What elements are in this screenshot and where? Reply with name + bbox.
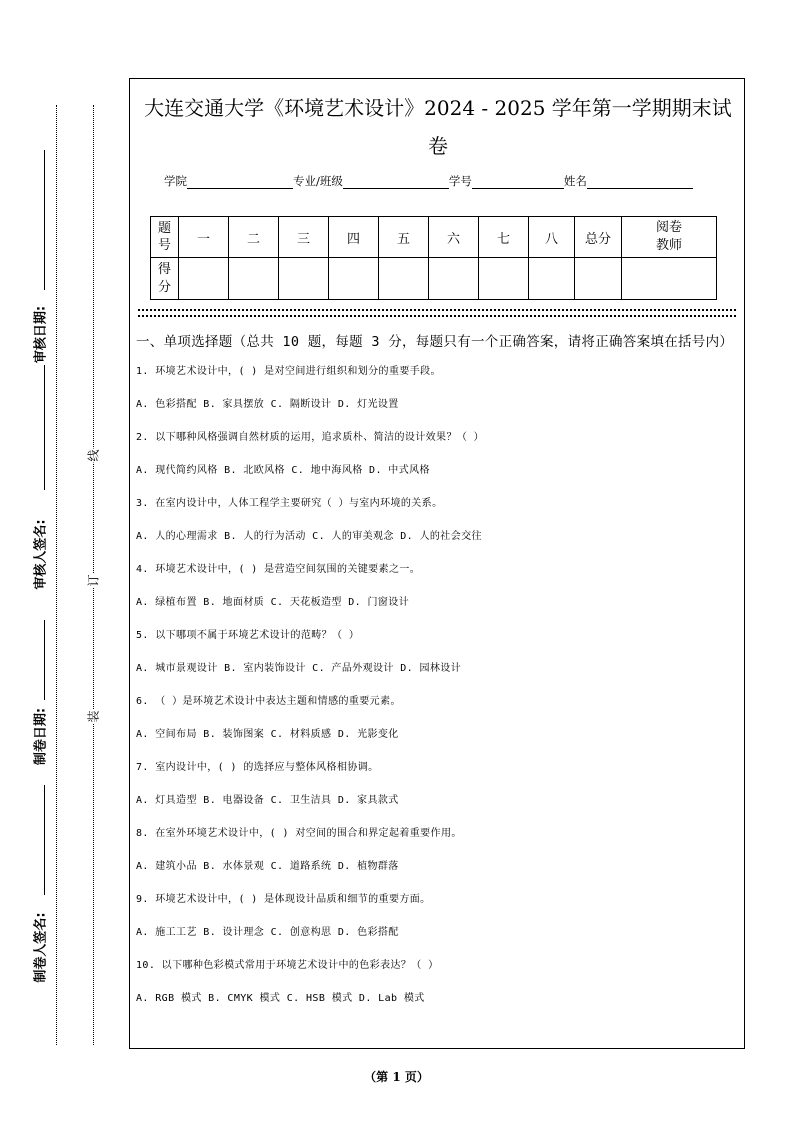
score-col-header: 三 (279, 217, 329, 258)
review-date-line (44, 150, 45, 290)
score-cell[interactable] (229, 258, 279, 300)
question-text: 8. 在室外环境艺术设计中，( ) 对空间的围合和界定起着重要作用。 (136, 828, 462, 839)
field-college-blank[interactable] (187, 174, 293, 189)
page-number: （第 1 页） (364, 1070, 429, 1084)
score-col-header: 五 (379, 217, 429, 258)
question-options: A. 绿植布置 B. 地面材质 C. 天花板造型 D. 门窗设计 (136, 597, 410, 608)
score-cell[interactable] (479, 258, 529, 300)
question-options: A. 城市景观设计 B. 室内装饰设计 C. 产品外观设计 D. 园林设计 (136, 663, 462, 674)
question-area (136, 331, 740, 1022)
question-options: A. 人的心理需求 B. 人的行为活动 C. 人的审美观念 D. 人的社会交往 (136, 531, 482, 542)
score-col-header: 四 (329, 217, 379, 258)
question-options: A. 施工工艺 B. 设计理念 C. 创意构思 D. 色彩搭配 (136, 927, 399, 938)
left-dotted-rule (56, 105, 57, 1045)
score-col-total-header: 总分 (575, 217, 622, 258)
score-cell[interactable] (279, 258, 329, 300)
score-row-header-label: 题 号 (151, 217, 179, 258)
question-options: A. 色彩搭配 B. 家具摆放 C. 隔断设计 D. 灯光设置 (136, 399, 399, 410)
title-line-1: 大连交通大学《环境艺术设计》2024 - 2025 学年第一学期期末试 (144, 96, 732, 120)
question-options: A. 现代简约风格 B. 北欧风格 C. 地中海风格 D. 中式风格 (136, 465, 430, 476)
bind-char-ding: 订 (86, 574, 101, 587)
section-heading: 一、单项选择题（总共 10 题，每题 3 分，每题只有一个正确答案，请将正确答案填在括号内） (136, 334, 734, 350)
question-text: 2. 以下哪种风格强调自然材质的运用，追求质朴、简洁的设计效果？（ ） (136, 432, 485, 443)
review-date-label: 审核日期: (33, 305, 49, 364)
score-col-header: 二 (229, 217, 279, 258)
score-cell[interactable] (379, 258, 429, 300)
field-id-blank[interactable] (472, 174, 564, 189)
exam-frame (129, 78, 745, 1049)
question-options: A. 灯具造型 B. 电器设备 C. 卫生洁具 D. 家具款式 (136, 795, 399, 806)
made-date-label: 制卷日期: (33, 707, 49, 766)
bind-char-zhuang: 装 (86, 710, 101, 723)
field-id-label: 学号 (448, 174, 472, 188)
reviewer-sign-label: 审核人签名: (33, 519, 49, 590)
score-col-header: 六 (429, 217, 479, 258)
question-text: 3. 在室内设计中，人体工程学主要研究（ ）与室内环境的关系。 (136, 498, 443, 509)
score-cell[interactable] (329, 258, 379, 300)
student-info-row (164, 173, 724, 193)
question-text: 10. 以下哪种色彩模式常用于环境艺术设计中的色彩表达？（ ） (136, 960, 439, 971)
maker-sign-line (44, 785, 45, 895)
score-cell[interactable] (429, 258, 479, 300)
made-date-line (44, 620, 45, 700)
score-row-points-label: 得 分 (151, 258, 179, 300)
score-col-header: 八 (529, 217, 575, 258)
question-text: 1. 环境艺术设计中，( ) 是对空间进行组织和划分的重要手段。 (136, 366, 441, 377)
question-text: 7. 室内设计中，( ) 的选择应与整体风格相协调。 (136, 762, 379, 773)
score-cell[interactable] (179, 258, 229, 300)
question-text: 9. 环境艺术设计中，( ) 是体现设计品质和细节的重要方面。 (136, 894, 431, 905)
score-col-header: 一 (179, 217, 229, 258)
field-major-blank[interactable] (343, 174, 449, 189)
question-options: A. 建筑小品 B. 水体景观 C. 道路系统 D. 植物群落 (136, 861, 399, 872)
score-table (150, 216, 717, 300)
bind-char-xian: 线 (86, 449, 101, 462)
field-name-label: 姓名 (563, 174, 587, 188)
question-text: 4. 环境艺术设计中，( ) 是营造空间氛围的关键要素之一。 (136, 564, 421, 575)
question-text: 6. （ ）是环境艺术设计中表达主题和情感的重要元素。 (136, 696, 401, 707)
score-cell-total[interactable] (575, 258, 622, 300)
field-major-label: 专业/班级 (293, 174, 343, 188)
section-separator (138, 309, 736, 317)
question-options: A. 空间布局 B. 装饰图案 C. 材料质感 D. 光影变化 (136, 729, 399, 740)
score-col-reviewer-header: 阅卷 教师 (622, 217, 717, 258)
exam-title (130, 89, 746, 165)
title-line-2: 卷 (428, 134, 448, 158)
score-col-header: 七 (479, 217, 529, 258)
question-text: 5. 以下哪项不属于环境艺术设计的范畴？（ ） (136, 630, 360, 641)
score-cell[interactable] (529, 258, 575, 300)
field-college-label: 学院 (164, 174, 187, 188)
score-cell-reviewer[interactable] (622, 258, 717, 300)
reviewer-sign-line (44, 365, 45, 490)
question-options: A. RGB 模式 B. CMYK 模式 C. HSB 模式 D. Lab 模式 (136, 993, 425, 1004)
field-name-blank[interactable] (587, 174, 693, 189)
maker-sign-label: 制卷人签名: (33, 912, 49, 983)
